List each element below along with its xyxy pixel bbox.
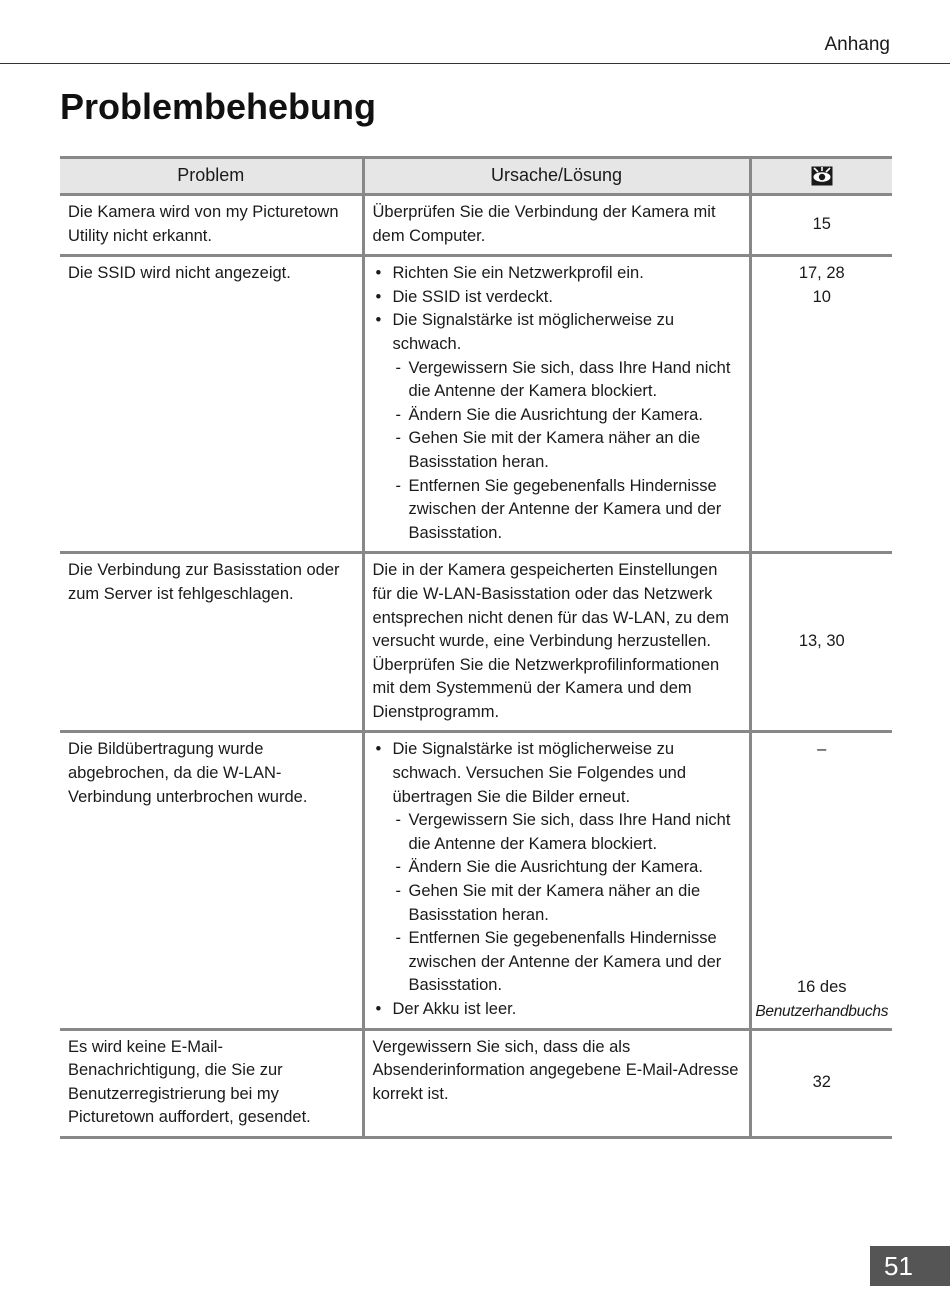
solution-bullet-list xyxy=(373,738,741,1021)
solution-cell xyxy=(363,256,750,553)
column-header-solution: Ursache/Lösung xyxy=(363,158,750,195)
reference-cell xyxy=(750,256,892,553)
reference-cell xyxy=(750,732,892,1029)
page-number-tab: 51 xyxy=(870,1246,950,1286)
sub-list-item: - Gehen Sie mit der Kamera näher an die Basisstation heran. xyxy=(393,880,741,927)
reference-manual-name: Benutzerhandbuchs xyxy=(755,1003,889,1020)
solution-paragraph: Überprüfen Sie die Netzwerkprofilinformationen mit dem Systemmenü der Kamera und dem Dienstprogramm. xyxy=(372,655,720,721)
table-row xyxy=(60,1029,892,1137)
reference-page-icon xyxy=(811,166,833,186)
header-rule xyxy=(0,63,950,64)
solution-cell: Vergewissern Sie sich, dass die als Absenderinformation angegebene E-Mail-Adresse korrekt ist. xyxy=(363,1029,750,1137)
table-row xyxy=(60,256,892,553)
reference-page: – xyxy=(817,740,827,759)
problem-cell: Es wird keine E-Mail-Benachrichtigung, die Sie zur Benutzerregistrierung bei my Picturetown auffordert, gesendet. xyxy=(60,1029,363,1137)
table-row xyxy=(60,732,892,1029)
column-header-reference xyxy=(750,158,892,195)
sub-list-item: - Vergewissern Sie sich, dass Ihre Hand nicht die Antenne der Kamera blockiert. xyxy=(393,357,741,404)
table-row xyxy=(60,195,892,256)
sub-list-item: - Ändern Sie die Ausrichtung der Kamera. xyxy=(393,856,741,880)
list-item: • Der Akku ist leer. xyxy=(373,998,741,1022)
solution-cell xyxy=(363,553,750,732)
solution-bullet-list xyxy=(373,262,741,545)
solution-cell xyxy=(363,732,750,1029)
reference-group xyxy=(752,976,893,1023)
column-header-problem: Problem xyxy=(60,158,363,195)
section-label: Anhang xyxy=(824,34,890,55)
problem-cell: Die Verbindung zur Basisstation oder zum Server ist fehlgeschlagen. xyxy=(60,553,363,732)
sub-list-item: - Entfernen Sie gegebenenfalls Hindernisse zwischen der Antenne der Kamera und der Basisstation. xyxy=(393,475,741,546)
table-header-row xyxy=(60,158,892,195)
solution-sub-list xyxy=(393,809,741,998)
reference-page: 10 xyxy=(812,287,831,306)
list-item: • Die Signalstärke ist möglicherweise zu schwach. Versuchen Sie Folgendes und übertragen Sie die Bilder erneut. - Vergewissern Sie sich, dass Ihre Hand nicht die Antenne der Kamera blockiert. - Ändern Sie die Ausrichtung der Kamera. - Gehen Sie mit der Kamera näher an die Basisstation heran. - Entfernen Sie gegebenenfalls Hindernisse zwischen der Antenne der Kamera und der Basisstation. xyxy=(373,738,741,998)
reference-page: 17, 28 xyxy=(798,264,845,283)
reference-cell: 15 xyxy=(750,195,892,256)
sub-list-item: - Gehen Sie mit der Kamera näher an die Basisstation heran. xyxy=(393,427,741,474)
reference-cell: 32 xyxy=(750,1029,892,1137)
problem-cell: Die Bildübertragung wurde abgebrochen, da die W-LAN-Verbindung unterbrochen wurde. xyxy=(60,732,363,1029)
table-row xyxy=(60,553,892,732)
problem-cell: Die Kamera wird von my Picturetown Utility nicht erkannt. xyxy=(60,195,363,256)
sub-list-item: - Vergewissern Sie sich, dass Ihre Hand nicht die Antenne der Kamera blockiert. xyxy=(393,809,741,856)
reference-page: 16 des xyxy=(796,978,847,997)
solution-paragraph: Die in der Kamera gespeicherten Einstellungen für die W-LAN-Basisstation oder das Netzwerk entsprechen nicht denen für das W-LAN, zu dem versucht wurde, eine Verbindung herzustellen. xyxy=(372,561,729,651)
reference-cell: 13, 30 xyxy=(750,553,892,732)
troubleshooting-table xyxy=(60,156,892,1139)
list-item: • Richten Sie ein Netzwerkprofil ein. xyxy=(373,262,741,286)
list-item: • Die SSID ist verdeckt. xyxy=(373,286,741,310)
solution-sub-list xyxy=(393,357,741,546)
page-title: Problembehebung xyxy=(60,86,377,127)
problem-cell: Die SSID wird nicht angezeigt. xyxy=(60,256,363,553)
list-item: • Die Signalstärke ist möglicherweise zu schwach. - Vergewissern Sie sich, dass Ihre Hand nicht die Antenne der Kamera blockiert. - Ändern Sie die Ausrichtung der Kamera. - Gehen Sie mit der Kamera näher an die Basisstation heran. - Entfernen Sie gegebenenfalls Hindernisse zwischen der Antenne der Kamera und der Basisstation. xyxy=(373,309,741,545)
sub-list-item: - Ändern Sie die Ausrichtung der Kamera. xyxy=(393,404,741,428)
solution-cell: Überprüfen Sie die Verbindung der Kamera mit dem Computer. xyxy=(363,195,750,256)
sub-list-item: - Entfernen Sie gegebenenfalls Hindernisse zwischen der Antenne der Kamera und der Basisstation. xyxy=(393,927,741,998)
